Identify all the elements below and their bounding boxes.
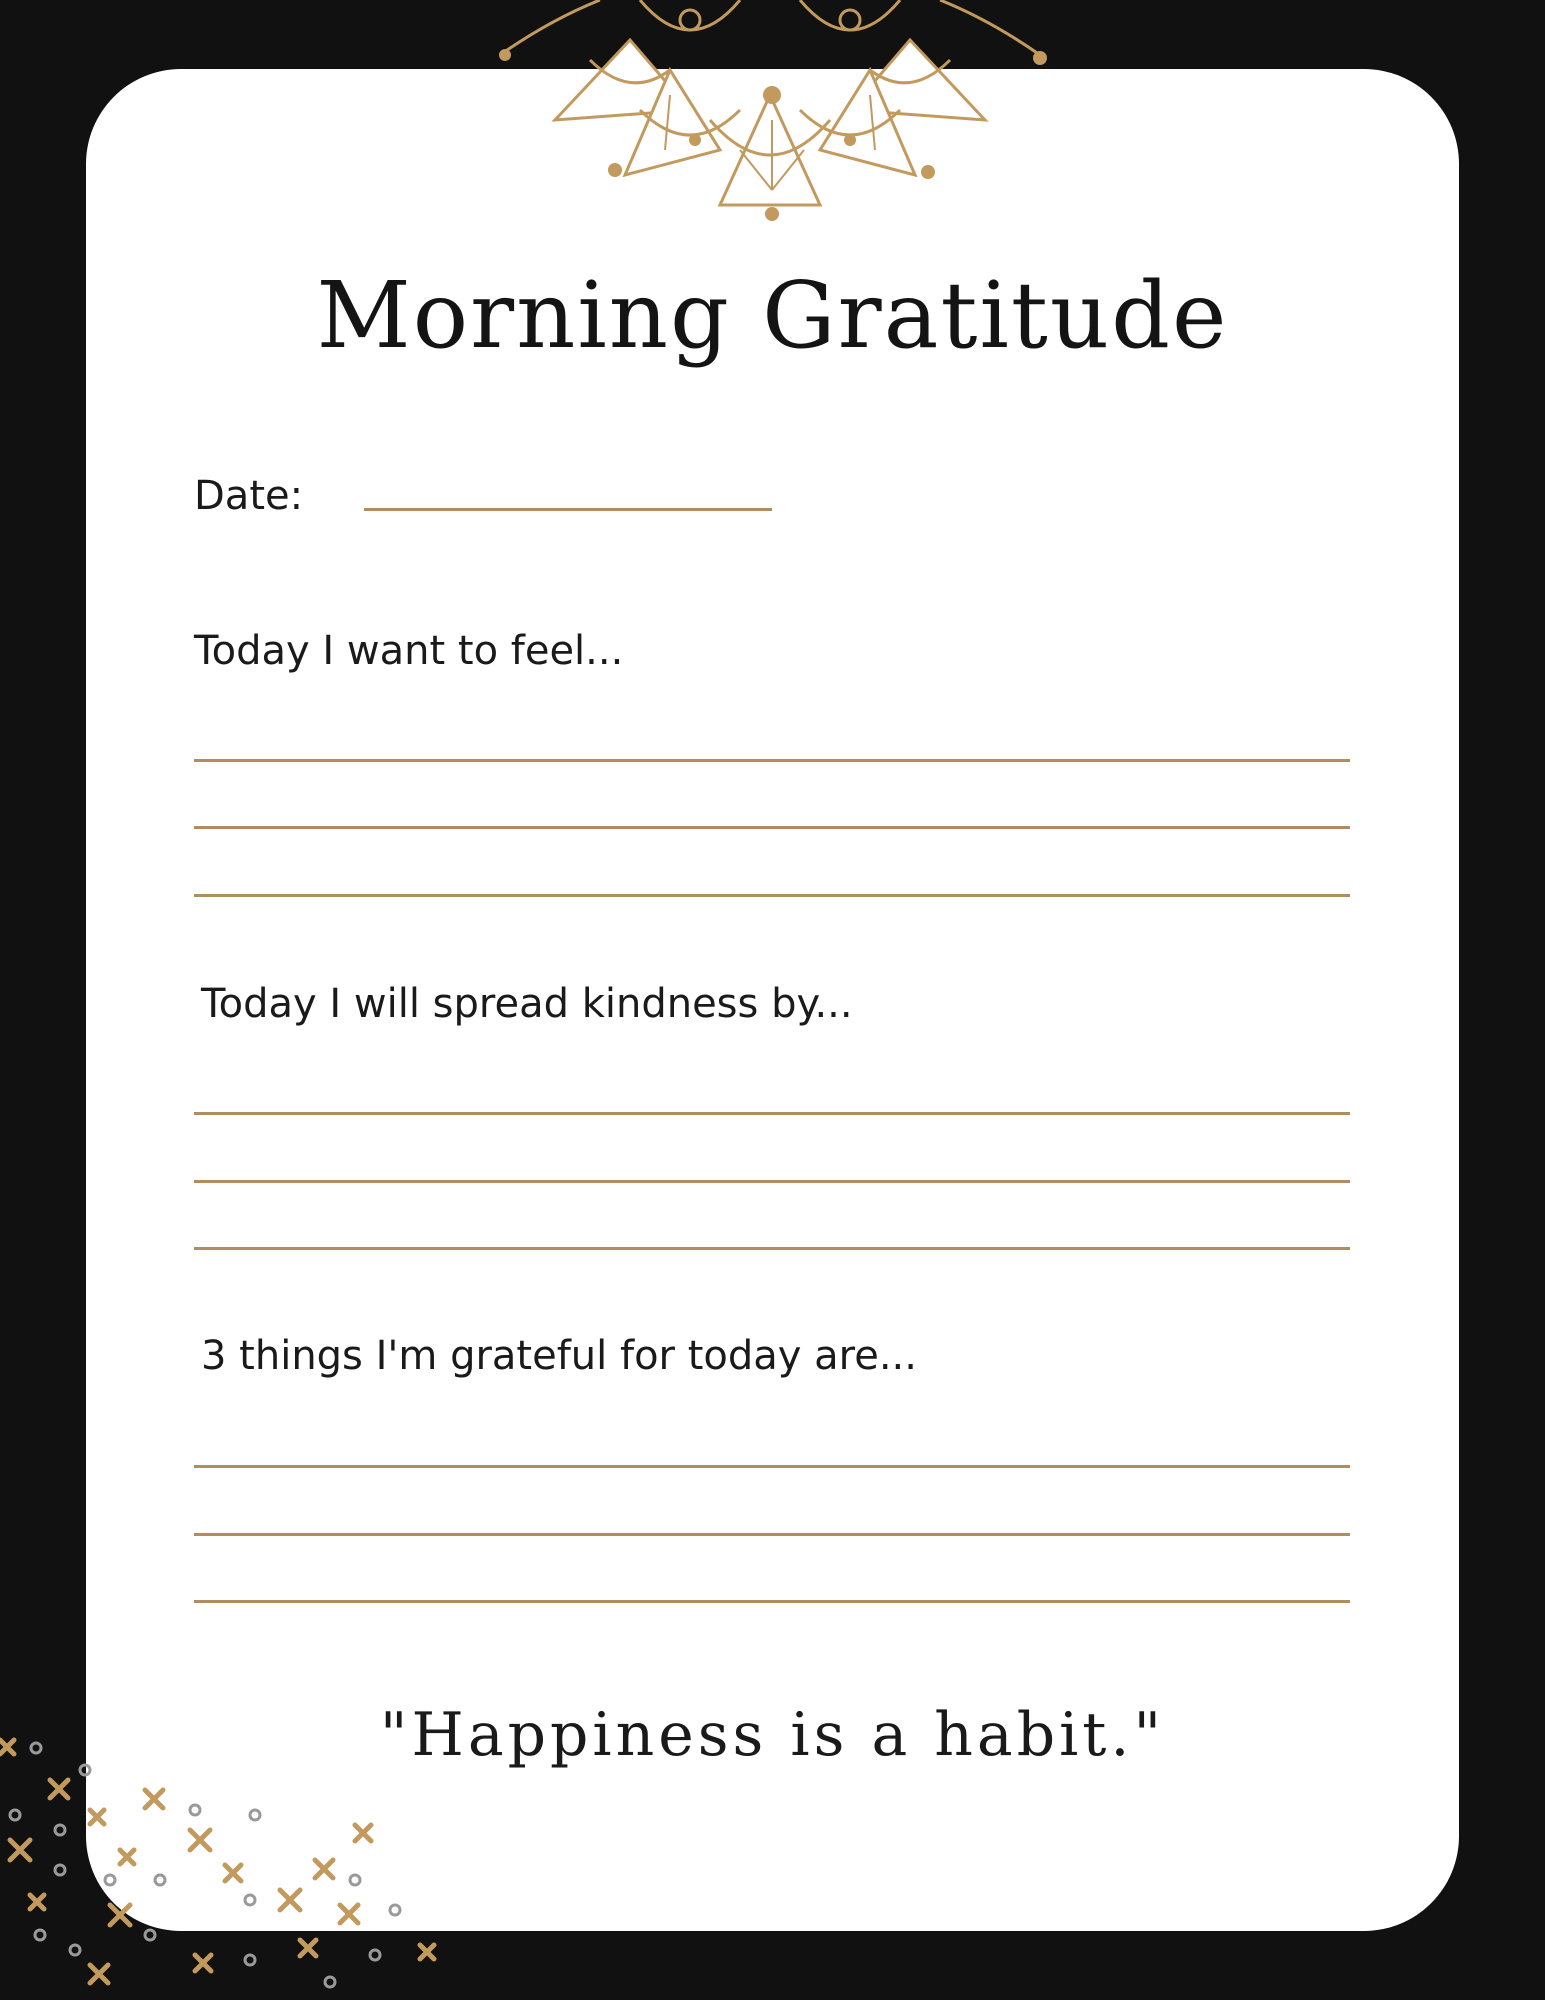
- prompt-feel: Today I want to feel...: [194, 628, 624, 674]
- date-line[interactable]: [364, 508, 772, 511]
- writing-line[interactable]: [194, 1112, 1350, 1115]
- writing-line[interactable]: [194, 1465, 1350, 1468]
- date-label: Date:: [194, 473, 304, 519]
- writing-line[interactable]: [194, 826, 1350, 829]
- writing-line[interactable]: [194, 1180, 1350, 1183]
- writing-line[interactable]: [194, 1247, 1350, 1250]
- writing-line[interactable]: [194, 894, 1350, 897]
- quote-text: "Happiness is a habit.": [379, 1700, 1166, 1770]
- prompt-grateful: 3 things I'm grateful for today are...: [201, 1333, 917, 1379]
- prompt-kindness: Today I will spread kindness by...: [201, 981, 853, 1027]
- writing-line[interactable]: [194, 1600, 1350, 1603]
- writing-line[interactable]: [194, 1533, 1350, 1536]
- mandala-ornament-icon: [490, 0, 1050, 225]
- writing-line[interactable]: [194, 759, 1350, 762]
- page-title: Morning Gratitude: [316, 262, 1229, 369]
- sparkle-confetti-icon: [0, 1720, 460, 2000]
